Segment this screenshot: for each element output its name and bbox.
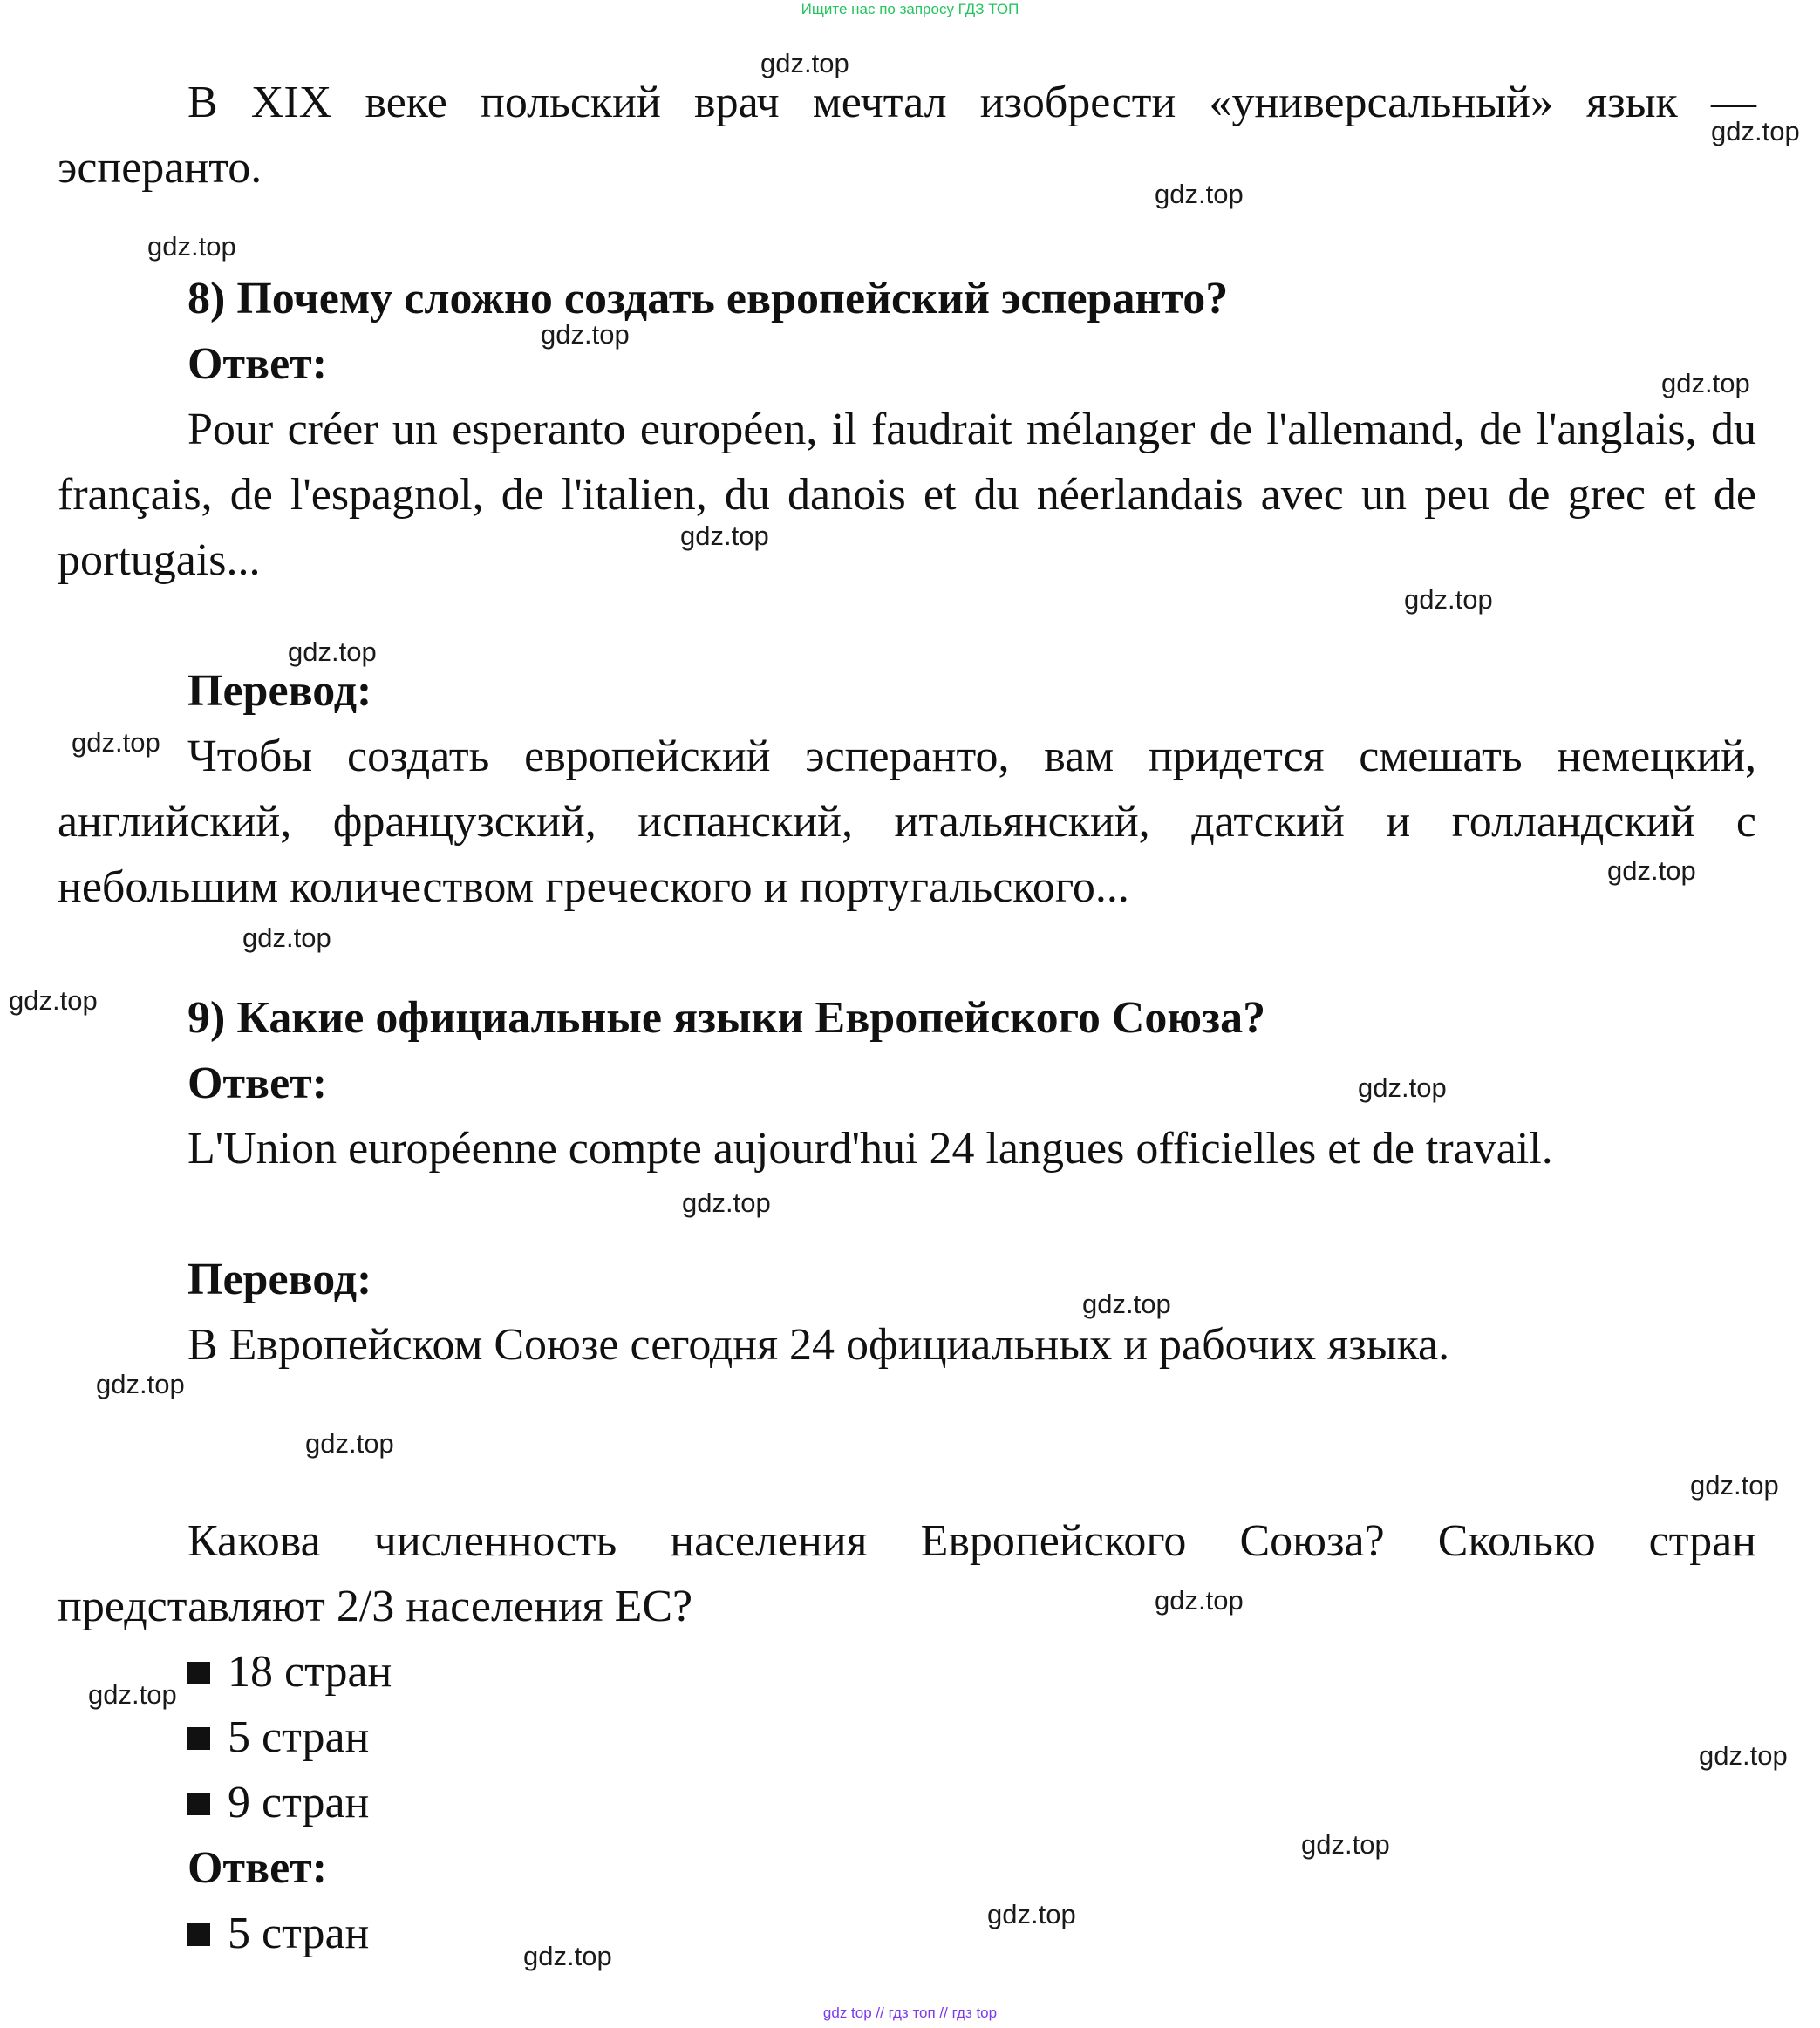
watermark: gdz.top [1301, 1829, 1390, 1860]
watermark: gdz.top [88, 1679, 177, 1710]
watermark: gdz.top [1607, 855, 1696, 886]
watermark: gdz.top [9, 985, 98, 1016]
watermark: gdz.top [541, 319, 630, 350]
option-text: 18 стран [228, 1647, 392, 1697]
square-bullet-icon [187, 1727, 210, 1750]
question-8: 8) Почему сложно создать европейский эсперанто? [187, 274, 1229, 323]
watermark: gdz.top [1155, 179, 1244, 209]
option-item [58, 1639, 1756, 1705]
square-bullet-icon [187, 1923, 210, 1946]
watermark: gdz.top [1699, 1740, 1788, 1771]
watermark: gdz.top [72, 727, 160, 758]
translation-label-8: Перевод: [187, 666, 372, 716]
watermark: gdz.top [305, 1428, 394, 1459]
watermark: gdz.top [523, 1941, 612, 1971]
spacer [58, 201, 1756, 266]
option-text: 9 стран [228, 1778, 370, 1827]
document-body [58, 70, 1756, 1966]
question-9: 9) Какие официальные языки Европейского Союза? [187, 993, 1266, 1043]
answer-label-8: Ответ: [187, 339, 328, 389]
watermark: gdz.top [147, 231, 236, 262]
square-bullet-icon [187, 1793, 210, 1815]
square-bullet-icon [187, 1662, 210, 1684]
watermark: gdz.top [1082, 1289, 1171, 1319]
translation-text-8: Чтобы создать европейский эсперанто, вам придется смешать немецкий, английский, французский, испанский, итальянский, датский и голландский с небольшим количеством греческого и португальского... [58, 732, 1756, 912]
watermark: gdz.top [682, 1188, 771, 1218]
top-banner: Ищите нас по запросу ГДЗ ТОП [801, 1, 1019, 17]
watermark: gdz.top [680, 521, 769, 551]
watermark: gdz.top [760, 48, 849, 78]
watermark: gdz.top [1404, 584, 1493, 615]
answer-text-8: Pour créer un esperanto européen, il faudrait mélanger de l'allemand, de l'anglais, du français, de l'espagnol, de l'italien, du danois et du néerlandais avec un peu de grec et de portugais... [58, 405, 1756, 585]
answer-label-9: Ответ: [187, 1058, 328, 1108]
translation-label-9: Перевод: [187, 1255, 372, 1304]
option-item [58, 1770, 1756, 1835]
watermark: gdz.top [1358, 1072, 1447, 1103]
watermark: gdz.top [288, 636, 377, 667]
translation-text-9: В Европейском Союзе сегодня 24 официальных и рабочих языка. [187, 1320, 1450, 1370]
watermark: gdz.top [96, 1369, 185, 1399]
answer-text-9: L'Union européenne compte aujourd'hui 24 langues officielles et de travail. [187, 1124, 1553, 1174]
watermark: gdz.top [1155, 1585, 1244, 1616]
option-item [58, 1705, 1756, 1770]
answer-label-10: Ответ: [187, 1843, 328, 1893]
answer-text-10: 5 стран [228, 1909, 370, 1958]
watermark: gdz.top [242, 922, 331, 953]
watermark: gdz.top [1690, 1470, 1779, 1501]
answer-item [58, 1901, 1756, 1966]
question-10: Какова численность населения Европейского Союза? Сколько стран представляют 2/3 населения ЕС? [58, 1516, 1756, 1631]
watermark: gdz.top [1661, 368, 1750, 398]
bottom-banner: gdz top // гдз топ // гдз top [822, 2004, 998, 2021]
watermark: gdz.top [987, 1899, 1076, 1929]
option-text: 5 стран [228, 1712, 370, 1762]
watermark: gdz.top [1711, 116, 1800, 146]
intro-paragraph: В XIX веке польский врач мечтал изобрести «универсальный» язык — эсперанто. [58, 78, 1756, 193]
spacer [58, 1181, 1756, 1247]
